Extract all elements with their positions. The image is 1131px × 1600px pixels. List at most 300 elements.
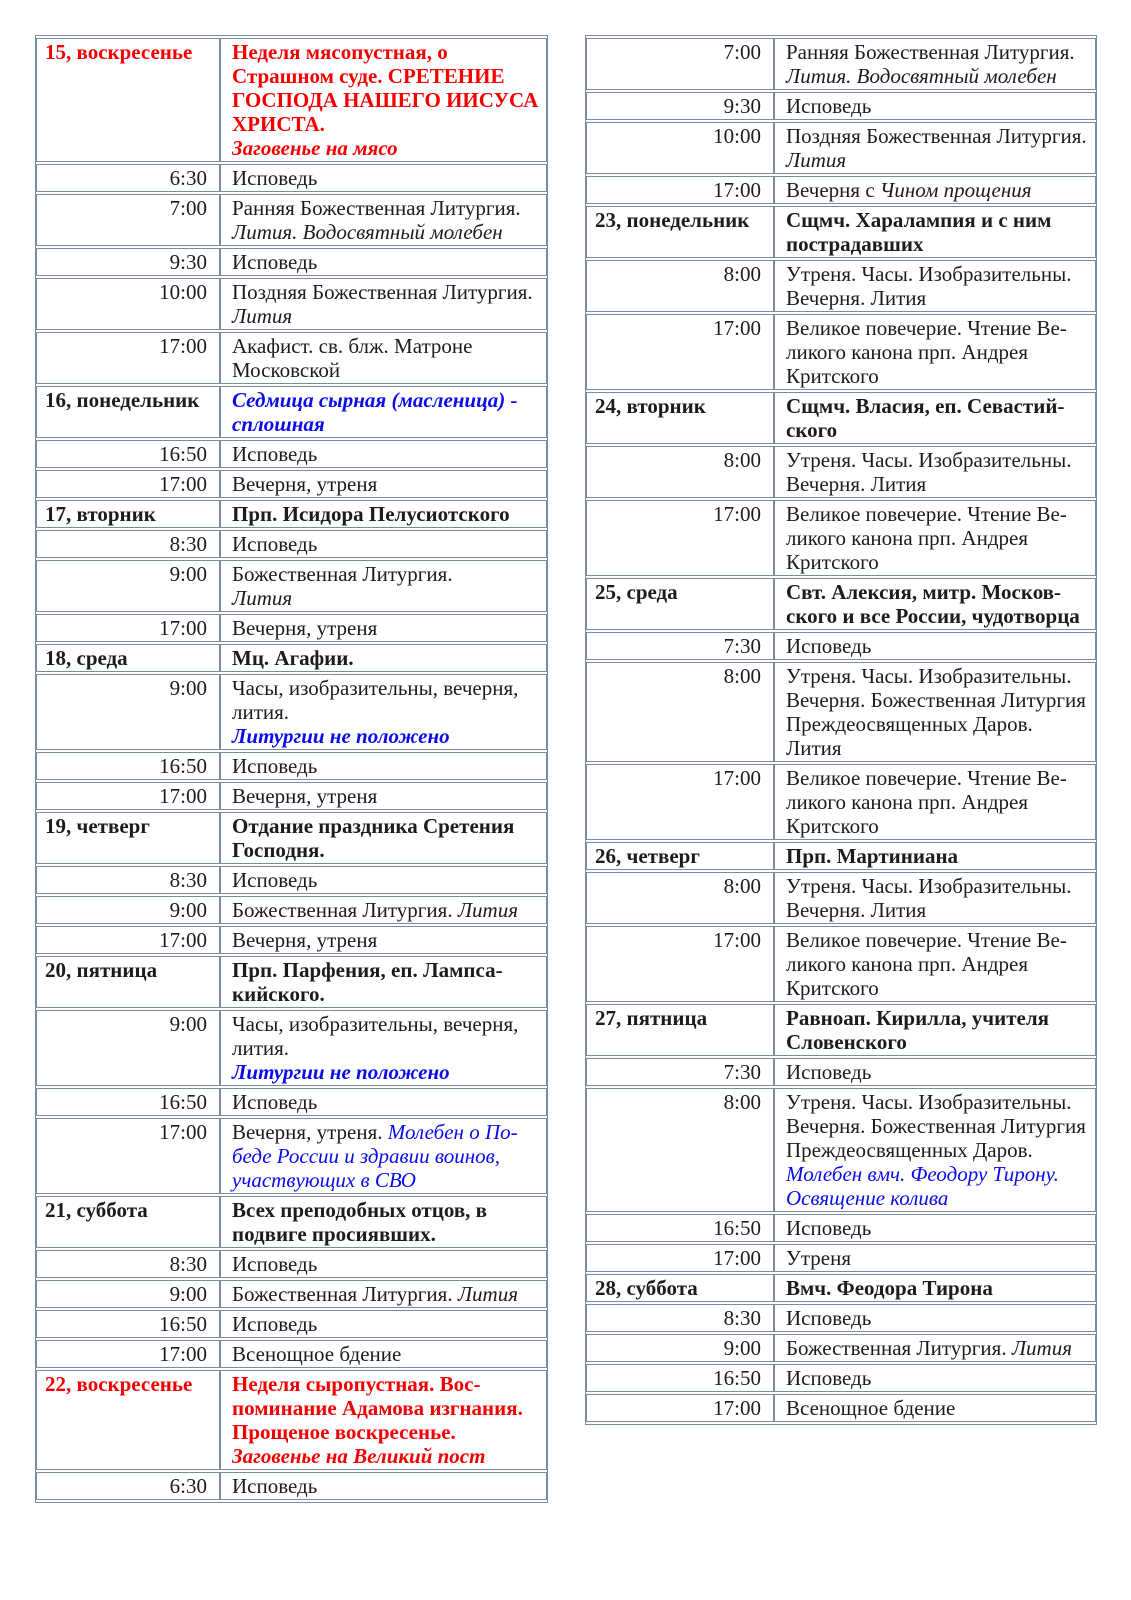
time-cell: 17:00 xyxy=(36,926,220,954)
description-line xyxy=(786,1276,1092,1300)
schedule-row xyxy=(586,122,1096,174)
description-cell xyxy=(220,1370,547,1470)
text-segment: Молебен о Победе России и здравии воинов, участвующих в СВО xyxy=(232,1120,518,1192)
description-line xyxy=(232,250,543,274)
text-segment: Утреня. Часы. Изобразительны. Вечерня. Божественная Литургия Преждеосвященных Даров. Лития xyxy=(786,664,1086,760)
time-cell: 9:00 xyxy=(586,1334,774,1362)
description-cell xyxy=(774,260,1096,312)
text-segment: Вмч. Феодора Тирона xyxy=(786,1276,993,1300)
description-line xyxy=(786,1366,1092,1390)
description-line xyxy=(786,874,1092,922)
description-line xyxy=(232,1282,543,1306)
schedule-row xyxy=(36,560,547,612)
time-cell: 9:00 xyxy=(36,896,220,924)
text-segment: Исповедь xyxy=(232,532,318,556)
description-line xyxy=(786,178,1092,202)
description-line xyxy=(232,334,543,382)
text-segment: Прп. Мартиниана xyxy=(786,844,959,868)
text-segment: Вечерня, утреня xyxy=(232,472,378,496)
description-line xyxy=(786,580,1092,628)
text-segment: Всенощное бдение xyxy=(232,1342,402,1366)
text-segment: Лития xyxy=(232,304,293,328)
schedule-row xyxy=(36,674,547,750)
text-segment: Вечерня, утреня xyxy=(232,616,378,640)
schedule-row xyxy=(36,440,547,468)
text-segment: Поздняя Божественная Литургия. xyxy=(786,124,1087,148)
description-line xyxy=(786,502,1092,574)
schedule-row xyxy=(586,872,1096,924)
schedule-row xyxy=(36,1196,547,1248)
description-line xyxy=(232,442,543,466)
text-segment: Вечерня, утреня xyxy=(232,784,378,808)
description-cell xyxy=(774,314,1096,390)
description-line xyxy=(786,928,1092,1000)
text-segment: Исповедь xyxy=(786,1366,872,1390)
description-cell xyxy=(774,1364,1096,1392)
description-line xyxy=(232,1120,543,1192)
time-cell: 16:50 xyxy=(586,1364,774,1392)
description-line xyxy=(232,136,543,160)
day-cell: 25, среда xyxy=(586,578,774,630)
description-line xyxy=(232,1474,543,1498)
description-cell xyxy=(220,1280,547,1308)
description-line xyxy=(786,394,1092,442)
time-cell: 9:30 xyxy=(36,248,220,276)
description-cell xyxy=(220,812,547,864)
description-line xyxy=(786,94,1092,118)
time-cell: 17:00 xyxy=(586,176,774,204)
time-cell: 8:00 xyxy=(586,662,774,762)
schedule-row xyxy=(586,926,1096,1002)
text-segment: Лития. Водосвятный молебен xyxy=(232,220,503,244)
text-segment: Заговенье на Великий пост xyxy=(232,1444,486,1468)
schedule-row xyxy=(586,92,1096,120)
text-segment: Ранняя Божественная Литургия. xyxy=(232,196,521,220)
description-line xyxy=(232,532,543,556)
time-cell: 8:00 xyxy=(586,446,774,498)
time-cell: 9:00 xyxy=(36,1010,220,1086)
description-cell xyxy=(220,896,547,924)
text-segment: Божественная Литургия. xyxy=(232,562,453,586)
text-segment: Утреня. Часы. Изобразительны. Вечерня. Лития xyxy=(786,262,1072,310)
text-segment: Божественная Литургия. xyxy=(232,1282,458,1306)
text-segment: Вечерня с xyxy=(786,178,880,202)
description-line xyxy=(232,562,543,586)
description-line xyxy=(232,898,543,922)
description-cell xyxy=(774,632,1096,660)
text-segment: Прп. Исидора Пелусиотского xyxy=(232,502,510,526)
time-cell: 17:00 xyxy=(586,926,774,1002)
schedule-row xyxy=(586,1394,1096,1422)
description-cell xyxy=(220,752,547,780)
description-line xyxy=(786,844,1092,868)
text-segment: Утреня. Часы. Изобразительны. Вечерня. Лития xyxy=(786,874,1072,922)
text-segment: Литургии не положено xyxy=(232,1060,450,1084)
schedule-row xyxy=(36,1472,547,1500)
description-cell xyxy=(220,1118,547,1194)
schedule-table-right-body xyxy=(586,38,1096,1422)
text-segment: Мц. Агафии. xyxy=(232,646,354,670)
time-cell: 16:50 xyxy=(36,1310,220,1338)
text-segment: Исповедь xyxy=(786,1216,872,1240)
text-segment: Лития xyxy=(457,1282,518,1306)
description-cell xyxy=(774,578,1096,630)
description-cell xyxy=(774,872,1096,924)
time-cell: 8:30 xyxy=(36,530,220,558)
description-line xyxy=(786,1246,1092,1270)
description-cell xyxy=(774,1394,1096,1422)
text-segment: Исповедь xyxy=(232,754,318,778)
text-segment: Литургии не положено xyxy=(232,724,450,748)
schedule-row xyxy=(586,392,1096,444)
text-segment: Неделя сыропустная. Воспоминание Адамова изгнания. Прощеное воскресенье. xyxy=(232,1372,523,1444)
description-line xyxy=(232,754,543,778)
description-line xyxy=(232,1444,543,1468)
description-cell xyxy=(220,1250,547,1278)
schedule-row xyxy=(36,386,547,438)
description-cell xyxy=(220,386,547,438)
text-segment: Исповедь xyxy=(232,1312,318,1336)
text-segment: Всех преподобных отцов, в подвиге просиявших. xyxy=(232,1198,487,1246)
schedule-row xyxy=(586,1274,1096,1302)
description-cell xyxy=(220,926,547,954)
schedule-row xyxy=(586,1004,1096,1056)
time-cell: 8:30 xyxy=(36,1250,220,1278)
schedule-row xyxy=(586,1214,1096,1242)
description-cell xyxy=(774,1088,1096,1212)
description-cell xyxy=(774,92,1096,120)
schedule-row xyxy=(36,1250,547,1278)
description-cell xyxy=(774,38,1096,90)
text-segment: Исповедь xyxy=(786,1060,872,1084)
description-cell xyxy=(220,38,547,162)
time-cell: 8:00 xyxy=(586,872,774,924)
schedule-table-left xyxy=(35,35,548,1503)
description-cell xyxy=(220,560,547,612)
schedule-row xyxy=(36,530,547,558)
schedule-row xyxy=(36,1280,547,1308)
text-segment: Лития xyxy=(457,898,518,922)
description-cell xyxy=(220,1310,547,1338)
schedule-row xyxy=(36,812,547,864)
schedule-table-left-body xyxy=(36,38,547,1500)
description-cell xyxy=(774,926,1096,1002)
description-cell xyxy=(220,470,547,498)
schedule-row xyxy=(36,896,547,924)
description-line xyxy=(232,616,543,640)
time-cell: 17:00 xyxy=(36,1118,220,1194)
schedule-row xyxy=(36,1088,547,1116)
description-cell xyxy=(220,248,547,276)
schedule-row xyxy=(586,1088,1096,1212)
schedule-row xyxy=(36,752,547,780)
schedule-row xyxy=(36,1370,547,1470)
schedule-row xyxy=(36,1340,547,1368)
text-segment: Исповедь xyxy=(232,1474,318,1498)
time-cell: 16:50 xyxy=(36,440,220,468)
time-cell: 17:00 xyxy=(586,500,774,576)
day-cell: 16, понедельник xyxy=(36,386,220,438)
time-cell: 8:00 xyxy=(586,1088,774,1212)
description-line xyxy=(786,448,1092,496)
description-line xyxy=(786,634,1092,658)
time-cell: 7:30 xyxy=(586,632,774,660)
text-segment: Прп. Парфения, еп. Лампсакийского. xyxy=(232,958,503,1006)
description-line xyxy=(786,1216,1092,1240)
time-cell: 7:30 xyxy=(586,1058,774,1086)
description-cell xyxy=(774,842,1096,870)
description-cell xyxy=(774,446,1096,498)
text-segment: Утреня xyxy=(786,1246,852,1270)
description-line xyxy=(786,1006,1092,1054)
description-cell xyxy=(774,1004,1096,1056)
schedule-row xyxy=(586,1334,1096,1362)
description-cell xyxy=(774,764,1096,840)
time-cell: 10:00 xyxy=(36,278,220,330)
text-segment: Лития xyxy=(1011,1336,1072,1360)
schedule-row xyxy=(36,1310,547,1338)
description-cell xyxy=(774,206,1096,258)
description-line xyxy=(232,280,543,328)
text-segment: Божественная Литургия. xyxy=(786,1336,1012,1360)
description-line xyxy=(232,196,543,244)
description-cell xyxy=(220,1010,547,1086)
text-segment: Утреня. Часы. Изобразительны. Вечерня. Лития xyxy=(786,448,1072,496)
text-segment: Исповедь xyxy=(786,94,872,118)
text-segment: Великое повечерие. Чтение Великого канона прп. Андрея Критского xyxy=(786,928,1067,1000)
schedule-row xyxy=(586,1364,1096,1392)
day-cell: 28, суббота xyxy=(586,1274,774,1302)
time-cell: 16:50 xyxy=(586,1214,774,1242)
text-segment: Сщмч. Харалампия и с ним пострадавших xyxy=(786,208,1052,256)
description-cell xyxy=(220,440,547,468)
text-segment: Отдание праздника Сретения Господня. xyxy=(232,814,515,862)
description-line xyxy=(232,586,543,610)
text-segment: Вечерня, утреня xyxy=(232,928,378,952)
day-cell: 26, четверг xyxy=(586,842,774,870)
text-segment: Великое повечерие. Чтение Великого канона прп. Андрея Критского xyxy=(786,766,1067,838)
description-line xyxy=(786,1396,1092,1420)
schedule-row xyxy=(36,164,547,192)
schedule-row xyxy=(586,1058,1096,1086)
text-segment: Исповедь xyxy=(232,868,318,892)
text-segment: Седмица сырная (масленица) - сплошная xyxy=(232,388,518,436)
description-cell xyxy=(220,1472,547,1500)
description-line xyxy=(232,868,543,892)
day-cell: 21, суббота xyxy=(36,1196,220,1248)
description-line xyxy=(786,262,1092,310)
text-segment: Исповедь xyxy=(232,250,318,274)
description-cell xyxy=(774,662,1096,762)
time-cell: 17:00 xyxy=(36,470,220,498)
time-cell: 17:00 xyxy=(36,782,220,810)
time-cell: 6:30 xyxy=(36,164,220,192)
description-line xyxy=(786,1090,1092,1210)
description-line xyxy=(232,166,543,190)
time-cell: 10:00 xyxy=(586,122,774,174)
description-cell xyxy=(220,278,547,330)
description-line xyxy=(232,1342,543,1366)
description-line xyxy=(786,1306,1092,1330)
description-line xyxy=(232,676,543,724)
schedule-row xyxy=(36,332,547,384)
text-segment: Заговенье на мясо xyxy=(232,136,398,160)
schedule-row xyxy=(586,206,1096,258)
time-cell: 8:30 xyxy=(586,1304,774,1332)
text-segment: Поздняя Божественная Литургия. xyxy=(232,280,533,304)
text-segment: Неделя мясопустная, о Страшном суде. СРЕТЕНИЕ ГОСПОДА НАШЕГО ИИСУСА ХРИСТА. xyxy=(232,40,539,136)
description-cell xyxy=(774,1214,1096,1242)
time-cell: 17:00 xyxy=(586,764,774,840)
text-segment: Божественная Литургия. xyxy=(232,898,458,922)
description-line xyxy=(232,472,543,496)
description-cell xyxy=(220,500,547,528)
schedule-row xyxy=(586,1304,1096,1332)
schedule-row xyxy=(36,1010,547,1086)
text-segment: Сщмч. Власия, еп. Севастийского xyxy=(786,394,1065,442)
schedule-row xyxy=(36,1118,547,1194)
description-line xyxy=(232,1198,543,1246)
time-cell: 9:30 xyxy=(586,92,774,120)
description-cell xyxy=(774,122,1096,174)
schedule-row xyxy=(586,38,1096,90)
description-line xyxy=(786,1060,1092,1084)
text-segment: Акафист. св. блж. Матроне Московской xyxy=(232,334,473,382)
schedule-row xyxy=(36,194,547,246)
description-cell xyxy=(220,866,547,894)
description-cell xyxy=(220,1088,547,1116)
description-cell xyxy=(220,782,547,810)
time-cell: 17:00 xyxy=(586,1394,774,1422)
description-line xyxy=(232,1252,543,1276)
schedule-row xyxy=(586,446,1096,498)
time-cell: 16:50 xyxy=(36,752,220,780)
description-line xyxy=(232,1060,543,1084)
time-cell: 7:00 xyxy=(586,38,774,90)
description-line xyxy=(232,388,543,436)
description-line xyxy=(232,1312,543,1336)
description-cell xyxy=(220,332,547,384)
text-segment: Лития xyxy=(786,148,847,172)
time-cell: 6:30 xyxy=(36,1472,220,1500)
time-cell: 17:00 xyxy=(36,1340,220,1368)
schedule-row xyxy=(36,500,547,528)
time-cell: 8:00 xyxy=(586,260,774,312)
day-cell: 15, воскресенье xyxy=(36,38,220,162)
schedule-row xyxy=(36,644,547,672)
text-segment: Исповедь xyxy=(232,166,318,190)
schedule-row xyxy=(36,956,547,1008)
time-cell: 7:00 xyxy=(36,194,220,246)
schedule-row xyxy=(36,614,547,642)
description-line xyxy=(232,1090,543,1114)
schedule-row xyxy=(586,842,1096,870)
text-segment: Равноап. Кирилла, учителя Словенского xyxy=(786,1006,1049,1054)
schedule-row xyxy=(586,500,1096,576)
description-cell xyxy=(220,1196,547,1248)
day-cell: 18, среда xyxy=(36,644,220,672)
schedule-row xyxy=(586,260,1096,312)
text-segment: Свт. Алексия, митр. Московского и все России, чудотворца xyxy=(786,580,1080,628)
description-line xyxy=(232,40,543,136)
description-line xyxy=(232,784,543,808)
description-line xyxy=(786,664,1092,760)
text-segment: Исповедь xyxy=(786,1306,872,1330)
time-cell: 9:00 xyxy=(36,674,220,750)
schedule-row xyxy=(586,578,1096,630)
schedule-row xyxy=(36,782,547,810)
description-line xyxy=(232,928,543,952)
day-cell: 27, пятница xyxy=(586,1004,774,1056)
text-segment: Ранняя Божественная Литургия. xyxy=(786,40,1075,64)
description-cell xyxy=(220,644,547,672)
description-line xyxy=(232,814,543,862)
description-cell xyxy=(774,1244,1096,1272)
schedule-row xyxy=(36,866,547,894)
schedule-row xyxy=(36,38,547,162)
text-segment: Лития xyxy=(232,586,293,610)
description-cell xyxy=(774,1058,1096,1086)
time-cell: 9:00 xyxy=(36,560,220,612)
description-cell xyxy=(220,530,547,558)
description-cell xyxy=(774,500,1096,576)
description-cell xyxy=(774,1304,1096,1332)
description-line xyxy=(786,208,1092,256)
text-segment: Исповедь xyxy=(232,1252,318,1276)
description-line xyxy=(786,316,1092,388)
schedule-row xyxy=(586,632,1096,660)
description-cell xyxy=(220,1340,547,1368)
schedule-row xyxy=(586,764,1096,840)
schedule-row xyxy=(36,278,547,330)
description-line xyxy=(786,1336,1092,1360)
text-segment: Чином прощения xyxy=(879,178,1032,202)
description-line xyxy=(786,766,1092,838)
description-line xyxy=(232,724,543,748)
schedule-row xyxy=(36,926,547,954)
description-line xyxy=(232,646,543,670)
time-cell: 17:00 xyxy=(36,332,220,384)
description-cell xyxy=(220,614,547,642)
description-line xyxy=(232,958,543,1006)
schedule-row xyxy=(586,1244,1096,1272)
time-cell: 9:00 xyxy=(36,1280,220,1308)
day-cell: 22, воскресенье xyxy=(36,1370,220,1470)
text-segment: Часы, изобразительны, вечерня, лития. xyxy=(232,676,519,724)
time-cell: 16:50 xyxy=(36,1088,220,1116)
schedule-row xyxy=(586,662,1096,762)
text-segment: Лития. Водосвятный молебен xyxy=(786,64,1057,88)
description-line xyxy=(232,1372,543,1444)
text-segment: Исповедь xyxy=(232,1090,318,1114)
text-segment: Часы, изобразительны, вечерня, лития. xyxy=(232,1012,519,1060)
text-segment: Исповедь xyxy=(786,634,872,658)
time-cell: 17:00 xyxy=(36,614,220,642)
description-cell xyxy=(774,1334,1096,1362)
schedule-row xyxy=(36,248,547,276)
text-segment: Молебен вмч. Феодору Тирону. Освящение колива xyxy=(786,1162,1059,1210)
description-cell xyxy=(774,1274,1096,1302)
schedule-row xyxy=(586,314,1096,390)
time-cell: 17:00 xyxy=(586,1244,774,1272)
schedule-row xyxy=(586,176,1096,204)
description-line xyxy=(786,40,1092,88)
time-cell: 17:00 xyxy=(586,314,774,390)
day-cell: 19, четверг xyxy=(36,812,220,864)
description-cell xyxy=(774,392,1096,444)
text-segment: Исповедь xyxy=(232,442,318,466)
day-cell: 23, понедельник xyxy=(586,206,774,258)
